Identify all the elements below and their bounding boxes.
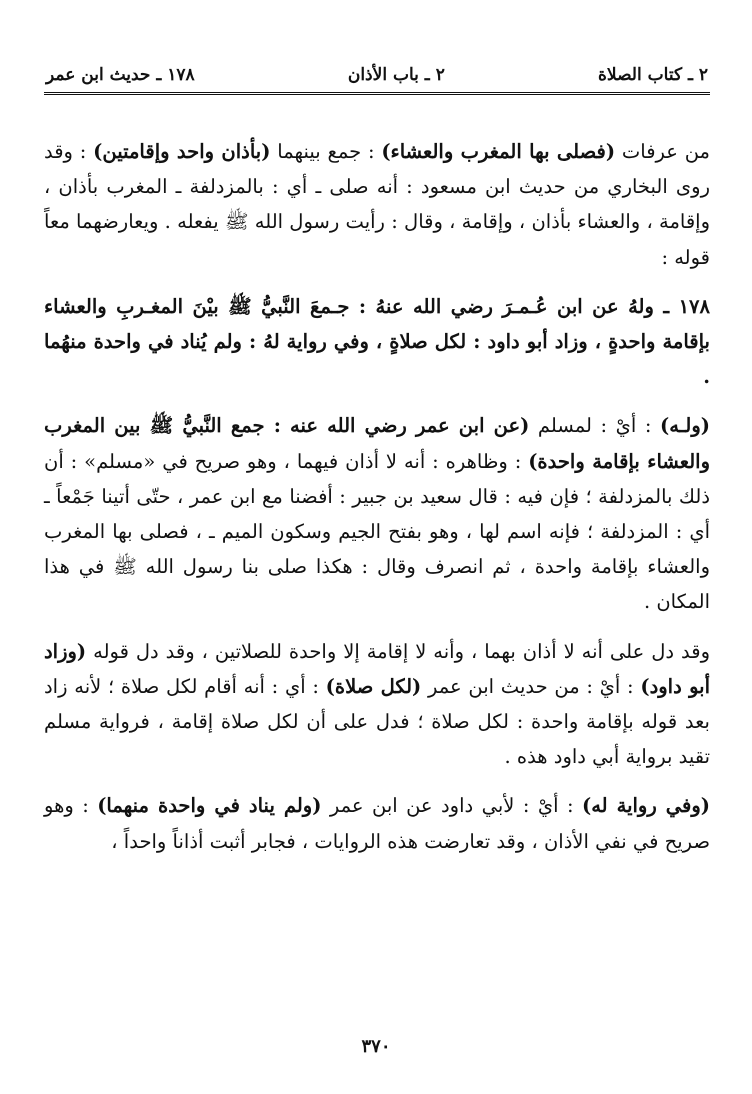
p5-quote-2: (ولم يناد في واحدة منهما): [97, 794, 322, 818]
p1-quote-2: (بأذان واحد وإقامتين): [93, 140, 271, 163]
p5-text-1: : أيْ : لأبي داود عن ابن عمر: [321, 794, 582, 818]
p4-quote-1: (وزاد أبو داود): [44, 639, 711, 698]
p3-text-1: : أيْ : لمسلم: [529, 414, 661, 438]
p4-text-1: وقد دل على أنه لا أذان بهما ، وأنه لا إقامة إلا واحدة للصلاتين ، وقد دل قوله: [86, 639, 710, 663]
p4-quote-2: (لكل صلاة): [325, 674, 422, 698]
header-book-title: ٢ ـ كتاب الصلاة: [598, 65, 708, 85]
page-number: ٣٧٠: [361, 1036, 391, 1057]
p4-text-3: : أي : أنه أقام لكل صلاة ؛ لأنه زاد بعد قوله بإقامة واحدة : لكل صلاة ؛ فدل على أن لكل صلاة إقامة ، فرواية مسلم تقيد برواية أبي داود هذه .: [44, 674, 710, 769]
paragraph-5: [44, 788, 710, 858]
p1-text-2: : جمع بينهما: [270, 140, 382, 163]
paragraph-1: [44, 134, 710, 275]
paragraph-4: [44, 634, 710, 775]
header-hadith-title: ١٧٨ ـ حديث ابن عمر: [46, 65, 195, 85]
p3-text-2: : وظاهره : أنه لا أذان فيهما ، وهو صريح في «مسلم» : أن ذلك بالمزدلفة ؛ فإن فيه : قال سعيد بن جبير : أفضنا مع ابن عمر ، حتّى أتينا جَمْعاً ـ أي : المزدلفة ؛ فإنه اسم لها ، وهو بفتح الجيم وسكون الميم ـ ، فصلى بها المغرب والعشاء بإقامة واحدة ، ثم انصرف وقال : هكذا صلى بنا رسول الله ﷺ في هذا المكان .: [44, 449, 711, 614]
hadith-178-text: ١٧٨ ـ ولهُ عن ابن عُـمـرَ رضي الله عنهُ : جـمعَ النَّبيُّ ﷺ بيْنَ المغـربِ والعشاء بإقامة واحدةٍ ، وزاد أبو داود : لكل صلاةٍ ، وفي رواية لهُ : ولم يُناد في واحدة منهُما .: [44, 294, 710, 389]
p5-quote-1: (وفي رواية له): [581, 794, 710, 818]
p1-text-3: : وقد روى البخاري من حديث ابن مسعود : أنه صلى ـ أي : بالمزدلفة ـ المغرب بأذان ، وإقامة ، والعشاء بأذان ، وإقامة ، وقال : رأيت رسول الله ﷺ يفعله . ويعارضهما معاً قوله :: [44, 140, 710, 269]
p1-text-1: من عرفات: [615, 140, 710, 163]
p3-quote-1: (ولـه): [660, 414, 710, 438]
p4-text-2: : أيْ : من حديث ابن عمر: [421, 674, 641, 698]
p1-quote-1: (فصلى بها المغرب والعشاء): [381, 140, 616, 163]
page-body: [44, 134, 710, 859]
running-header: [44, 58, 710, 95]
p5-text-2: : وهو صريح في نفي الأذان ، وقد تعارضت هذه الروايات ، فجابر أثبت أذاناً واحداً ،: [44, 794, 710, 853]
p3-quote-2: (عن ابن عمر رضي الله عنه : جمع النَّبيُّ ﷺ بين المغرب والعشاء بإقامة واحدة): [44, 414, 710, 473]
header-chapter-title: ٢ ـ باب الأذان: [347, 65, 445, 85]
paragraph-3: [44, 408, 710, 619]
